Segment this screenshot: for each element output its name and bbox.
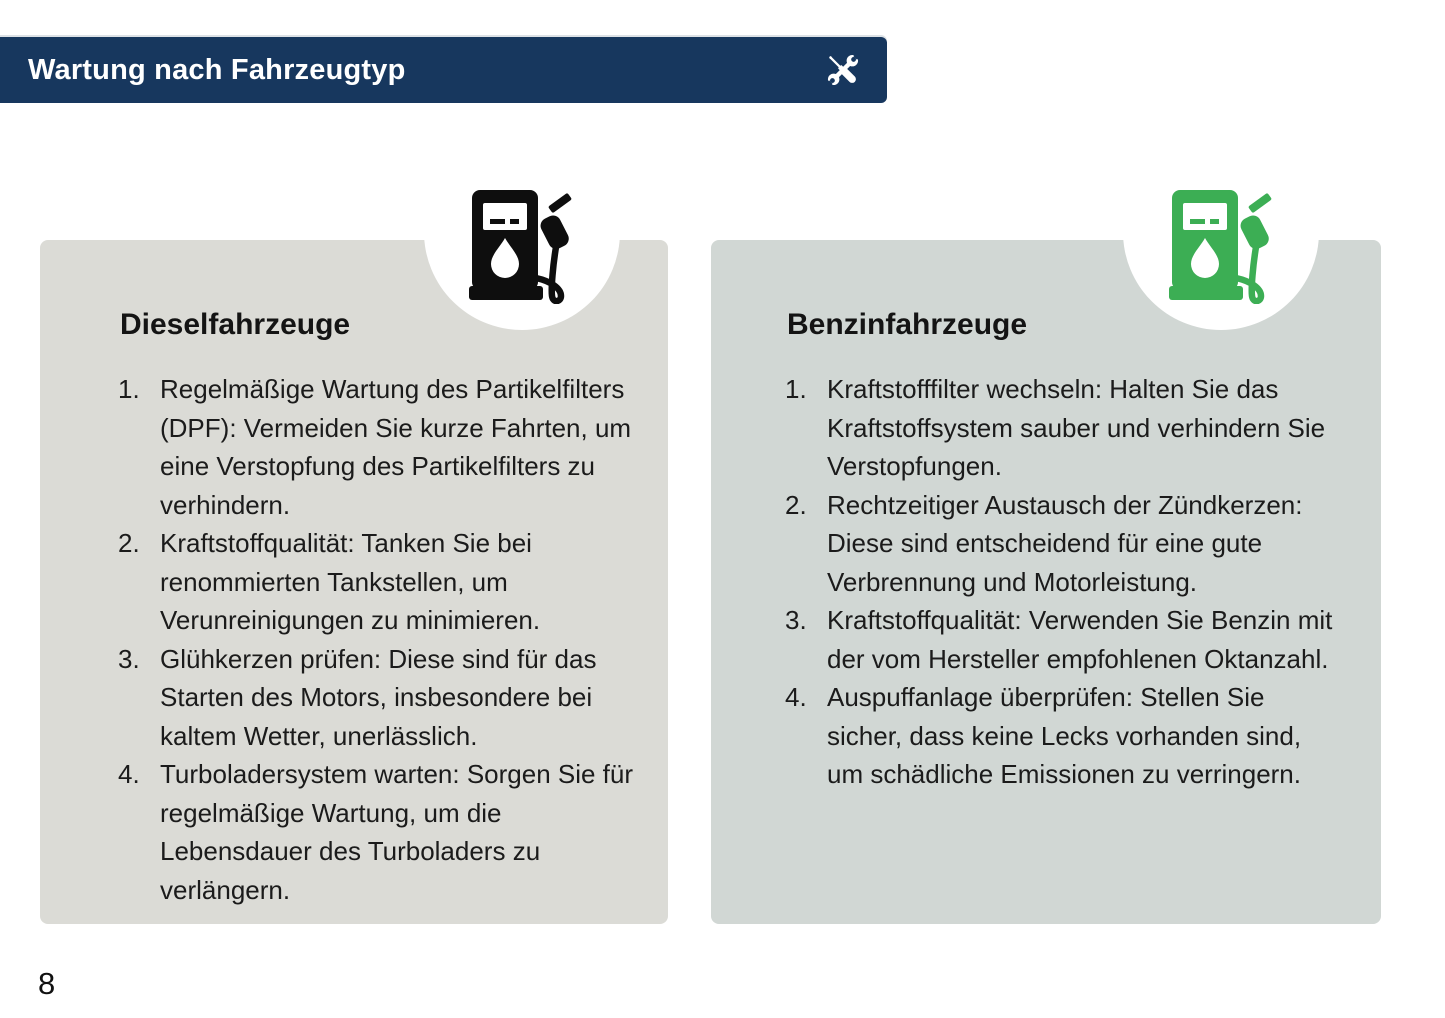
- maintenance-list: [120, 370, 650, 909]
- fuel-pump-icon: [1168, 190, 1272, 304]
- benzin-card: [711, 240, 1381, 924]
- list-item: Kraftstoffqualität: Tanken Sie bei renommierten Tankstellen, um Verunreinigungen zu minimieren.: [160, 528, 541, 635]
- page-title: Wartung nach Fahrzeugtyp: [28, 54, 406, 86]
- fuel-pump-icon: [468, 190, 572, 304]
- list-item: Kraftstofffilter wechseln: Halten Sie das Kraftstoffsystem sauber und verhindern Sie Verstopfungen.: [827, 374, 1326, 481]
- list-item: Glühkerzen prüfen: Diese sind für das Starten des Motors, insbesondere bei kaltem Wetter, unerlässlich.: [160, 643, 597, 751]
- card-title: Dieselfahrzeuge: [120, 308, 351, 341]
- list-item: Rechtzeitiger Austausch der Zündkerzen: Diese sind entscheidend für eine gute Verbrennung und Motorleistung.: [827, 489, 1303, 597]
- tools-icon: [821, 48, 865, 92]
- page-number: 8: [38, 966, 56, 1001]
- list-item: Regelmäßige Wartung des Partikelfilters (DPF): Vermeiden Sie kurze Fahrten, um eine Verstopfung des Partikelfilters zu verhindern.: [160, 374, 632, 520]
- list-item: Kraftstoffqualität: Verwenden Sie Benzin mit der vom Hersteller empfohlenen Oktanzahl.: [827, 605, 1333, 674]
- diesel-card: [40, 240, 668, 924]
- section-header-bar: [0, 37, 887, 103]
- maintenance-list: [787, 370, 1337, 794]
- list-item: Turboladersystem warten: Sorgen Sie für regelmäßige Wartung, um die Lebensdauer des Turboladers zu verlängern.: [160, 759, 634, 905]
- card-title: Benzinfahrzeuge: [787, 308, 1028, 341]
- list-item: Auspuffanlage überprüfen: Stellen Sie sicher, dass keine Lecks vorhanden sind, um schädliche Emissionen zu verringern.: [827, 682, 1302, 789]
